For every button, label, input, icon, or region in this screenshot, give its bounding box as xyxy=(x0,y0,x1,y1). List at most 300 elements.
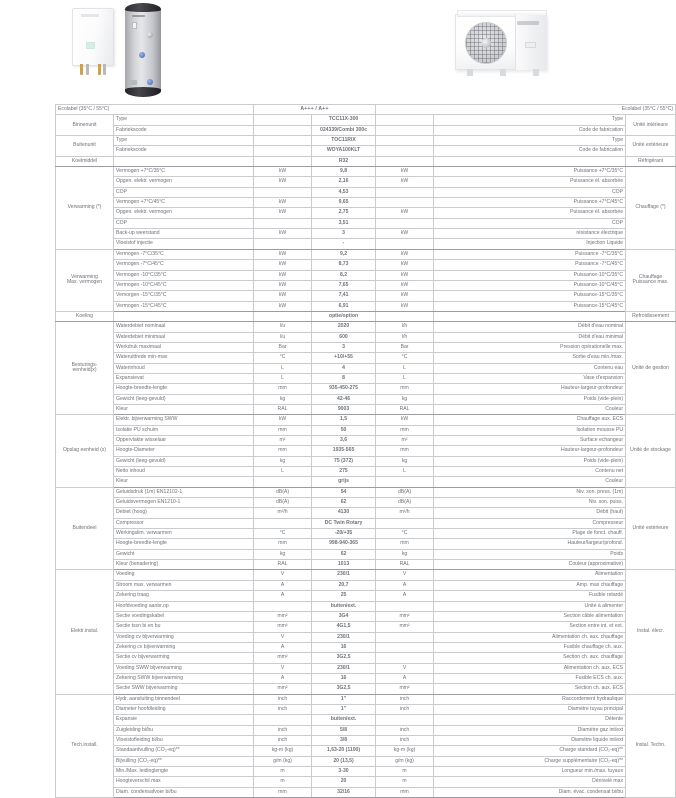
row-label-nl: Waterdebiet nominaal xyxy=(114,322,254,332)
specification-table xyxy=(55,104,676,798)
table-row xyxy=(56,653,676,663)
row-value: 275 xyxy=(312,467,376,477)
tank-brand-mark xyxy=(132,15,145,17)
section-group-label-fr: Unité de stockage xyxy=(626,415,676,487)
row-label-fr: Poids (vide-plein) xyxy=(434,394,626,404)
row-label-fr: Fusible retardé xyxy=(434,591,626,601)
row-label-nl: Vermogen -10°C/45°C xyxy=(114,280,254,290)
row-value: 9,65 xyxy=(312,198,376,208)
row-unit-left xyxy=(254,218,312,228)
row-unit-left: kW xyxy=(254,291,312,301)
row-unit-left: inch xyxy=(254,694,312,704)
row-value: 1,5 xyxy=(312,415,376,425)
row-label-nl: Kleur (benadering) xyxy=(114,560,254,570)
row-unit-left: RAL xyxy=(254,404,312,414)
row-unit-right: m xyxy=(376,767,434,777)
row-label-nl: Expansievat xyxy=(114,373,254,383)
row-unit-right: kW xyxy=(376,177,434,187)
outdoor-unit-service-panel xyxy=(525,42,536,48)
row-label-fr: Puissance +7°C/35°C xyxy=(434,167,626,177)
row-label-nl: Compressor xyxy=(114,518,254,528)
row-unit-left: V xyxy=(254,570,312,580)
row-unit-left xyxy=(254,136,312,146)
section-group-label-fr: Instal. élecr. xyxy=(626,570,676,694)
row-label-fr: Diamètre tuyau principal xyxy=(434,704,626,714)
table-row xyxy=(56,477,676,487)
row-label-nl: Vloeistofleiding bi/bu xyxy=(114,735,254,745)
row-label-fr: Couleur (approximative) xyxy=(434,560,626,570)
row-value: 8,73 xyxy=(312,260,376,270)
row-unit-right: V xyxy=(376,663,434,673)
row-label-nl: Waterinhoud xyxy=(114,363,254,373)
table-row xyxy=(56,301,676,311)
row-unit-left: A xyxy=(254,673,312,683)
row-unit-left: kW xyxy=(254,280,312,290)
table-row xyxy=(56,311,676,321)
row-unit-right xyxy=(376,601,434,611)
row-unit-right: kW xyxy=(376,280,434,290)
row-label-fr: Surface echangeur xyxy=(434,436,626,446)
row-unit-left xyxy=(254,187,312,197)
row-label-fr: Contenu eau xyxy=(434,363,626,373)
row-label-nl: Isolatie PU schuim xyxy=(114,425,254,435)
row-label-nl: Vermogen -15°C/45°C xyxy=(114,301,254,311)
wall-unit-pipe xyxy=(86,64,89,75)
row-unit-left: kW xyxy=(254,198,312,208)
indoor-hydraulic-unit-image xyxy=(72,8,114,70)
row-label-nl: Geluidsdruk (1m) EN12102-1 xyxy=(114,487,254,497)
tank-top-cap xyxy=(125,3,161,12)
row-unit-left: mm² xyxy=(254,622,312,632)
outdoor-unit-foot xyxy=(533,69,539,76)
table-row xyxy=(56,280,676,290)
row-label-fr: Vase d'expansion xyxy=(434,373,626,383)
row-unit-left: kW xyxy=(254,167,312,177)
row-value: 4G1,5 xyxy=(312,622,376,632)
row-value: 9,8 xyxy=(312,167,376,177)
row-label-fr: Poids (vide-plein) xyxy=(434,456,626,466)
row-value: 25 xyxy=(312,591,376,601)
row-unit-right xyxy=(376,642,434,652)
row-unit-right: A xyxy=(376,580,434,590)
row-unit-right xyxy=(376,125,434,135)
row-label-nl: Wateruittrede min-max xyxy=(114,353,254,363)
section-group-label-nl: Binnenunit xyxy=(56,115,114,136)
row-unit-left xyxy=(254,125,312,135)
ecolabel-label-nl: Ecolabel (35°C / 55°C) xyxy=(56,105,254,115)
row-label-nl: Vermogen -7°C/45°C xyxy=(114,260,254,270)
row-unit-left: inch xyxy=(254,735,312,745)
row-unit-right: kg xyxy=(376,394,434,404)
row-value: 1935-565 xyxy=(312,446,376,456)
row-value: 50 xyxy=(312,425,376,435)
row-label-fr: Débit (haut) xyxy=(434,508,626,518)
row-value: 3-30 xyxy=(312,767,376,777)
row-label-fr: Niv. son. press. (1m) xyxy=(434,487,626,497)
row-value: DC Twin Rotary xyxy=(312,518,376,528)
row-label-nl: Min./Max. leidinglengte xyxy=(114,767,254,777)
section-group-label-nl: Buitendeel xyxy=(56,487,114,570)
table-header-row xyxy=(56,105,676,115)
wall-unit-brand-mark xyxy=(81,14,99,17)
row-label-nl: Type xyxy=(114,115,254,125)
tank-side-fitting xyxy=(129,80,137,85)
row-unit-left: kg xyxy=(254,456,312,466)
row-label-nl: Hoogte-breedte-lengte xyxy=(114,539,254,549)
row-unit-right xyxy=(376,156,434,166)
row-label-fr: Alimentation xyxy=(434,570,626,580)
row-unit-right xyxy=(376,146,434,156)
section-group-label-fr: Chauffage (*) xyxy=(626,167,676,250)
row-label-nl: Sectie tssn bi en bu xyxy=(114,622,254,632)
row-label-fr: Puissance-15°C/35°C xyxy=(434,291,626,301)
row-label-nl: Sectie SWW bijverwarming xyxy=(114,684,254,694)
row-unit-right: kW xyxy=(376,208,434,218)
table-row xyxy=(56,177,676,187)
row-value: +10/+55 xyxy=(312,353,376,363)
row-label-nl: Hoogte-breedte-lengte xyxy=(114,384,254,394)
row-unit-right: mm² xyxy=(376,611,434,621)
row-value: TCC11X-300 xyxy=(312,115,376,125)
row-unit-left: Bar xyxy=(254,342,312,352)
row-unit-right: °C xyxy=(376,529,434,539)
row-label-nl: Elektr. bijverwarming SWW xyxy=(114,415,254,425)
row-label-nl: Hoofdvoeding aanbr.op xyxy=(114,601,254,611)
table-row xyxy=(56,601,676,611)
row-value: 7,65 xyxy=(312,280,376,290)
row-label-nl: Sectie cv bijverwarming xyxy=(114,653,254,663)
table-row xyxy=(56,291,676,301)
row-label-nl: Fabriekscode xyxy=(114,146,254,156)
row-label-nl: Netto inhoud xyxy=(114,467,254,477)
wall-unit-pipe xyxy=(103,64,106,75)
row-unit-left xyxy=(254,239,312,249)
table-row xyxy=(56,146,676,156)
row-unit-left: dB(A) xyxy=(254,487,312,497)
row-label-fr: résistance électrique xyxy=(434,229,626,239)
row-label-nl: Debiet (hoog) xyxy=(114,508,254,518)
table-row xyxy=(56,187,676,197)
table-row xyxy=(56,767,676,777)
row-value: 42-46 xyxy=(312,394,376,404)
storage-tank-image xyxy=(125,3,161,99)
row-label-fr: Type xyxy=(434,136,626,146)
tank-port xyxy=(147,32,153,38)
row-label-fr: Puissance-10°C/35°C xyxy=(434,270,626,280)
row-label-nl: COP xyxy=(114,187,254,197)
row-value: 230/1 xyxy=(312,570,376,580)
row-unit-left: m² xyxy=(254,436,312,446)
table-row xyxy=(56,363,676,373)
specification-table-wrapper xyxy=(55,104,675,798)
row-value: 1,63-20 (1100) xyxy=(312,746,376,756)
row-unit-right: mm² xyxy=(376,622,434,632)
table-row xyxy=(56,384,676,394)
row-unit-right: m³/h xyxy=(376,508,434,518)
row-value: 4 xyxy=(312,363,376,373)
row-unit-left: l/u xyxy=(254,332,312,342)
row-label-fr: Puissance él. absorbée xyxy=(434,208,626,218)
row-value: 20 (13,5) xyxy=(312,756,376,766)
row-label-fr: Section câble alimentation xyxy=(434,611,626,621)
row-label-fr xyxy=(434,156,626,166)
section-group-label-fr: Refroidissement xyxy=(626,311,676,321)
row-label-nl: Kleur xyxy=(114,477,254,487)
row-unit-right: mm xyxy=(376,446,434,456)
row-unit-left: V xyxy=(254,663,312,673)
section-group-label-nl: Tech.install. xyxy=(56,694,114,797)
table-row xyxy=(56,198,676,208)
row-label-fr: Compresseur xyxy=(434,518,626,528)
row-unit-right: L xyxy=(376,467,434,477)
row-label-fr: Section ch. aux. chauffage xyxy=(434,653,626,663)
table-row xyxy=(56,622,676,632)
table-row xyxy=(56,746,676,756)
row-value: 75 (372) xyxy=(312,456,376,466)
row-value: -20/+35 xyxy=(312,529,376,539)
row-label-fr: Poids xyxy=(434,549,626,559)
row-value: 16 xyxy=(312,642,376,652)
row-unit-left: L xyxy=(254,373,312,383)
row-unit-left: m³/h xyxy=(254,508,312,518)
row-label-nl: Voeding cv bijverwarming xyxy=(114,632,254,642)
table-row xyxy=(56,508,676,518)
row-unit-left: l/u xyxy=(254,322,312,332)
table-row xyxy=(56,498,676,508)
ecolabel-value: A+++ / A++ xyxy=(254,105,376,115)
row-unit-right: L xyxy=(376,363,434,373)
row-unit-left: kW xyxy=(254,208,312,218)
row-label-nl: Zuigleiding bi/bu xyxy=(114,725,254,735)
row-value: 600 xyxy=(312,332,376,342)
row-unit-left: inch xyxy=(254,725,312,735)
row-unit-left xyxy=(254,115,312,125)
wall-unit-pipe xyxy=(98,64,101,75)
row-label-nl: Vermogen -7°C/35°C xyxy=(114,249,254,259)
row-label-fr: Hauteur-largeur-profondeur xyxy=(434,446,626,456)
section-group-label-nl: Koelmiddel xyxy=(56,156,114,166)
row-unit-left: kW xyxy=(254,229,312,239)
table-row xyxy=(56,725,676,735)
row-unit-left: L xyxy=(254,467,312,477)
row-label-fr: Hauteur/largeur/profond. xyxy=(434,539,626,549)
row-label-nl: Vloeistof injectie xyxy=(114,239,254,249)
table-row xyxy=(56,218,676,228)
row-unit-right: RAL xyxy=(376,560,434,570)
row-label-fr: Débit d'eau minimal xyxy=(434,332,626,342)
row-unit-left xyxy=(254,601,312,611)
table-row xyxy=(56,353,676,363)
table-row xyxy=(56,446,676,456)
row-value: 4,53 xyxy=(312,187,376,197)
row-label-nl: Voeding xyxy=(114,570,254,580)
tank-label xyxy=(132,22,137,29)
row-label-nl: Zekering traag xyxy=(114,591,254,601)
row-label-fr: Charge supplémentaire (CO₂-eq)** xyxy=(434,756,626,766)
row-unit-right: mm xyxy=(376,787,434,797)
table-row xyxy=(56,694,676,704)
row-unit-right: inch xyxy=(376,694,434,704)
row-unit-right: m² xyxy=(376,436,434,446)
row-unit-right xyxy=(376,198,434,208)
wall-unit-display xyxy=(86,42,95,49)
row-unit-left: kg xyxy=(254,549,312,559)
row-unit-right: kg xyxy=(376,456,434,466)
table-row xyxy=(56,167,676,177)
table-row xyxy=(56,322,676,332)
table-row xyxy=(56,673,676,683)
section-group-label-fr: Réfrigérant xyxy=(626,156,676,166)
row-value: 230/1 xyxy=(312,663,376,673)
row-label-nl: Opgen. elektr. vermogen xyxy=(114,208,254,218)
row-unit-right: dB(A) xyxy=(376,487,434,497)
table-row xyxy=(56,487,676,497)
row-value: 3 xyxy=(312,229,376,239)
table-row xyxy=(56,518,676,528)
row-value: 7,41 xyxy=(312,291,376,301)
row-unit-right xyxy=(376,311,434,321)
row-label-fr: Détente xyxy=(434,715,626,725)
row-label-fr: Plage de fonct. chauff. xyxy=(434,529,626,539)
table-row xyxy=(56,115,676,125)
row-label-fr: Niv. son. puiss. xyxy=(434,498,626,508)
row-value: 1" xyxy=(312,694,376,704)
row-value: 4130 xyxy=(312,508,376,518)
row-label-fr: Section ch. aux. ECS xyxy=(434,684,626,694)
section-group-label-nl: Elektr.instal. xyxy=(56,570,114,694)
row-unit-right: kW xyxy=(376,229,434,239)
row-unit-right: kW xyxy=(376,270,434,280)
row-label-fr: Charge standard (CO₂-eq)** xyxy=(434,746,626,756)
row-unit-right: V xyxy=(376,570,434,580)
table-row xyxy=(56,229,676,239)
specification-table-body xyxy=(56,105,676,798)
section-group-label-nl: Besturings- eenheid(x) xyxy=(56,322,114,415)
table-row xyxy=(56,611,676,621)
table-row xyxy=(56,125,676,135)
row-label-nl: Werkdruk maximaal xyxy=(114,342,254,352)
row-unit-left: V xyxy=(254,632,312,642)
row-value: buiten/ext. xyxy=(312,601,376,611)
tank-port xyxy=(139,52,145,58)
table-row xyxy=(56,260,676,270)
row-value: - xyxy=(312,239,376,249)
section-group-label-nl: Opslag eenheid (x) xyxy=(56,415,114,487)
row-unit-left xyxy=(254,477,312,487)
table-row xyxy=(56,570,676,580)
section-group-label-fr: Unité intérieure xyxy=(626,115,676,136)
row-label-fr: Puissance-15°C/45°C xyxy=(434,301,626,311)
row-value: 3G2,5 xyxy=(312,653,376,663)
row-unit-right: g/m (kg) xyxy=(376,756,434,766)
row-label-fr: Couleur xyxy=(434,404,626,414)
row-label-nl: COP xyxy=(114,218,254,228)
row-unit-left: m xyxy=(254,767,312,777)
row-unit-right xyxy=(376,477,434,487)
row-unit-left: kW xyxy=(254,177,312,187)
row-label-nl: Werkingslim. verwarmen xyxy=(114,529,254,539)
section-group-label-fr: Unité extérieure xyxy=(626,487,676,570)
row-unit-left: kW xyxy=(254,301,312,311)
row-unit-left: inch xyxy=(254,704,312,714)
table-row xyxy=(56,239,676,249)
row-unit-left: mm² xyxy=(254,611,312,621)
row-unit-right: kW xyxy=(376,291,434,301)
row-label-fr: Alimentation ch. aux. chauffage xyxy=(434,632,626,642)
row-label-nl: Fabriekscode xyxy=(114,125,254,135)
row-label-fr: Dénivelé max xyxy=(434,777,626,787)
table-row xyxy=(56,404,676,414)
row-unit-right: mm xyxy=(376,425,434,435)
table-row xyxy=(56,715,676,725)
row-label-nl: Back-up weerstand xyxy=(114,229,254,239)
row-unit-left: g/m (kg) xyxy=(254,756,312,766)
row-value: 2,16 xyxy=(312,177,376,187)
row-label-fr: Puissance +7°C/45°C xyxy=(434,198,626,208)
row-unit-left: mm² xyxy=(254,653,312,663)
row-unit-right: kW xyxy=(376,260,434,270)
table-row xyxy=(56,735,676,745)
row-unit-right: m xyxy=(376,777,434,787)
table-row xyxy=(56,642,676,652)
row-unit-right: A xyxy=(376,591,434,601)
row-unit-right: kg-m (kg) xyxy=(376,746,434,756)
row-unit-left: L xyxy=(254,363,312,373)
row-unit-left xyxy=(254,518,312,528)
row-unit-left xyxy=(254,156,312,166)
outdoor-unit-image xyxy=(455,10,547,76)
row-label-nl: Diameter hoofdleiding xyxy=(114,704,254,714)
row-label-fr: Section entre int. et ext. xyxy=(434,622,626,632)
row-label-nl: Gewicht xyxy=(114,549,254,559)
row-unit-right: mm² xyxy=(376,684,434,694)
row-label-nl: Gewicht (leeg-gevuld) xyxy=(114,394,254,404)
row-unit-left: mm xyxy=(254,425,312,435)
row-value: 54 xyxy=(312,487,376,497)
row-value: buiten/ext. xyxy=(312,715,376,725)
row-unit-left: °C xyxy=(254,529,312,539)
table-row xyxy=(56,249,676,259)
row-label-fr: Puissance -7°C/45°C xyxy=(434,260,626,270)
table-row xyxy=(56,787,676,797)
row-unit-left: A xyxy=(254,591,312,601)
row-value: 5/8 xyxy=(312,725,376,735)
row-label-fr: Type xyxy=(434,115,626,125)
table-row xyxy=(56,539,676,549)
row-label-nl: Expansie xyxy=(114,715,254,725)
row-value: 3G4 xyxy=(312,611,376,621)
row-label-nl: Vermogen -10°C/35°C xyxy=(114,270,254,280)
table-row xyxy=(56,436,676,446)
row-unit-right: mm xyxy=(376,539,434,549)
row-unit-left: kW xyxy=(254,270,312,280)
row-unit-left: mm xyxy=(254,384,312,394)
row-unit-left: mm xyxy=(254,446,312,456)
row-value: 9003 xyxy=(312,404,376,414)
row-label-fr: Chauffage aux. ECS xyxy=(434,415,626,425)
table-row xyxy=(56,467,676,477)
table-row xyxy=(56,394,676,404)
row-unit-left: A xyxy=(254,580,312,590)
row-unit-right xyxy=(376,653,434,663)
row-label-nl: Gewicht (leeg-gevuld) xyxy=(114,456,254,466)
row-unit-left xyxy=(254,146,312,156)
row-value: 1" xyxy=(312,704,376,714)
row-label-fr: Fusible ECS ch. aux. xyxy=(434,673,626,683)
row-label-fr: Couleur xyxy=(434,477,626,487)
row-unit-right: °C xyxy=(376,353,434,363)
row-label-fr: Raccordement hydraulique xyxy=(434,694,626,704)
